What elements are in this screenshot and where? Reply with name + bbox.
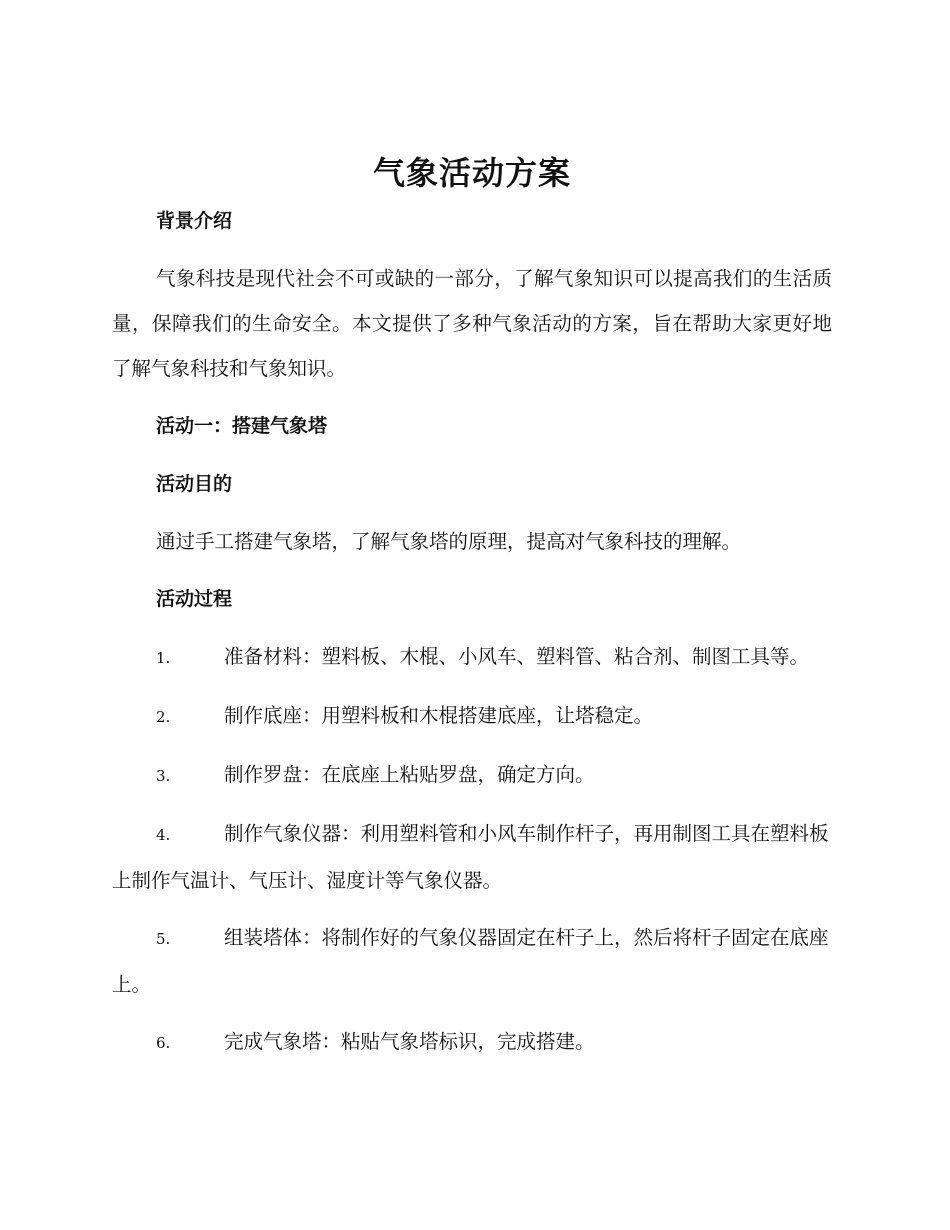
document-page	[112, 150, 832, 1066]
list-item	[112, 811, 832, 903]
list-item-number: 5.	[156, 930, 171, 948]
list-item	[112, 1019, 832, 1066]
list-item	[112, 634, 832, 681]
list-item-text: 准备材料：塑料板、木棍、小风车、塑料管、粘合剂、制图工具等。	[224, 645, 810, 668]
list-item-number: 3.	[156, 767, 171, 785]
list-item	[112, 915, 832, 1007]
process-steps-list	[112, 634, 832, 1066]
heading-process: 活动过程	[156, 588, 233, 610]
paragraph-purpose: 通过手工搭建气象塔，了解气象塔的原理，提高对气象科技的理解。	[156, 530, 742, 553]
list-item-number: 2.	[156, 708, 171, 726]
list-item-text: 制作气象仪器：利用塑料管和小风车制作杆子，再用制图工具在塑料板上制作气温计、气压计、湿度计等气象仪器。	[112, 822, 829, 892]
heading-purpose: 活动目的	[156, 473, 233, 495]
list-item-text: 制作底座：用塑料板和木棍搭建底座，让塔稳定。	[224, 704, 654, 727]
list-item	[112, 752, 832, 799]
document-title: 气象活动方案	[372, 154, 571, 192]
list-item-text: 完成气象塔：粘贴气象塔标识，完成搭建。	[224, 1030, 595, 1053]
list-item-number: 6.	[156, 1034, 171, 1052]
list-item-text: 制作罗盘：在底座上粘贴罗盘，确定方向。	[224, 763, 595, 786]
list-item-number: 1.	[156, 649, 171, 667]
paragraph-background: 气象科技是现代社会不可或缺的一部分，了解气象知识可以提高我们的生活质量，保障我们的生命安全。本文提供了多种气象活动的方案，旨在帮助大家更好地了解气象科技和气象知识。	[112, 267, 832, 380]
list-item-number: 4.	[156, 826, 171, 844]
list-item-text: 组装塔体：将制作好的气象仪器固定在杆子上，然后将杆子固定在底座上。	[112, 926, 829, 996]
heading-activity-1: 活动一：搭建气象塔	[156, 415, 328, 437]
list-item	[112, 693, 832, 740]
heading-background: 背景介绍	[156, 210, 233, 232]
